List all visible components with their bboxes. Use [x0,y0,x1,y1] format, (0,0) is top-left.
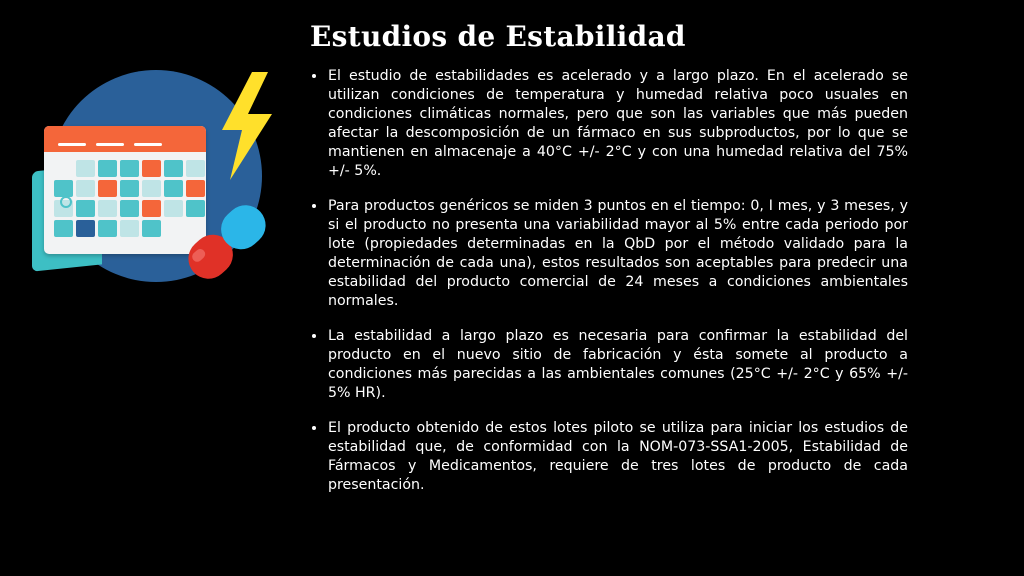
calendar-bolt-pill-illustration [22,48,292,298]
calendar-dash [134,143,162,146]
calendar-header [44,126,206,152]
calendar-dash [58,143,86,146]
list-item: El estudio de estabilidades es acelerado y a largo plazo. En el acelerado se utilizan condiciones de temperatura y humedad relativa poco usuales en condiciones climáticas normales, pero que son las variables que más pueden afectar la descomposición de un fármaco en sus subproductos, por lo que se mantienen en almacenaje a 40°C +/- 2°C y con una humedad relativa del 75% +/- 5%. [310,67,908,181]
page-title: Estudios de Estabilidad [310,20,686,53]
list-item: Para productos genéricos se miden 3 puntos en el tiempo: 0, I mes, y 3 meses, y si el producto no presenta una variabilidad mayor al 5% entre cada periodo por lote (propiedades determinadas en la QbD por el método validado para la determinación de cada una), estos resultados son aceptables para predecir una estabilidad del producto comercial de 24 meses a condiciones ambientales normales. [310,197,908,311]
calendar-dash [96,143,124,146]
list-item: La estabilidad a largo plazo es necesaria para confirmar la estabilidad del producto en el nuevo sitio de fabricación y ésta somete al producto a condiciones más parecidas a las ambientales comunes (25°C +/- 2°C y 65% +/- 5% HR). [310,327,908,403]
list-item: El producto obtenido de estos lotes piloto se utiliza para iniciar los estudios de estabilidad que, de conformidad con la NOM-073-SSA1-2005, Estabilidad de Fármacos y Medicamentos, requiere de tres lotes de producto de cada presentación. [310,419,908,495]
slide-content [310,20,908,495]
pill-capsule-icon [172,194,282,290]
lightning-bolt-icon [218,72,276,180]
calendar-clock-mark [60,196,72,208]
bullet-list [310,67,908,495]
